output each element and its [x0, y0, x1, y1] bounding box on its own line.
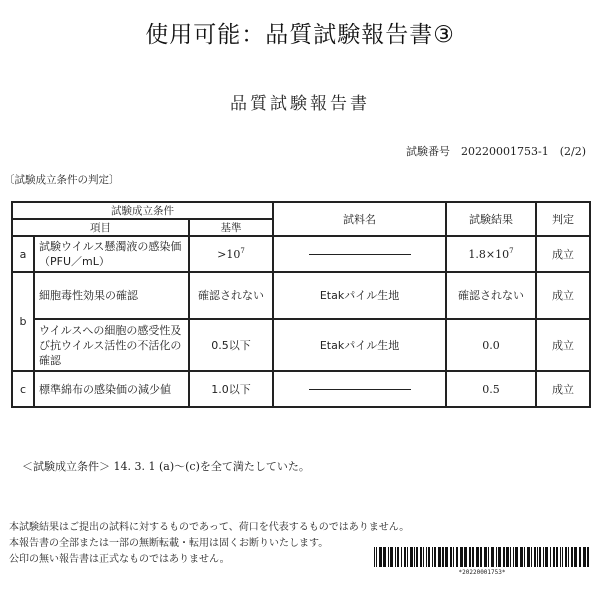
table-row	[12, 371, 590, 407]
barcode-bar	[374, 547, 375, 567]
barcode-bar	[574, 547, 577, 567]
empty-dash	[309, 389, 411, 390]
header-result: 試験結果	[446, 202, 536, 236]
barcode-bar	[410, 547, 413, 567]
empty-dash	[309, 254, 411, 255]
barcode-bar	[515, 547, 518, 567]
row-sample-name	[273, 236, 446, 272]
header-judgment: 判定	[536, 202, 590, 236]
section-label: 〔試験成立条件の判定〕	[4, 174, 120, 186]
barcode	[372, 547, 592, 576]
barcode-bar	[404, 547, 406, 567]
barcode-bar	[491, 547, 494, 567]
barcode-bar	[456, 547, 458, 567]
note-line: 本試験結果はご提出の試料に対するものであって、荷口を代表するものではありません。	[9, 522, 410, 533]
result-exponent: 7	[509, 247, 514, 255]
barcode-bar	[531, 547, 532, 567]
row-sample-name: Etakパイル生地	[273, 272, 446, 319]
barcode-bar	[534, 547, 536, 567]
barcode-bar	[450, 547, 452, 567]
table-header-row	[12, 202, 590, 219]
row-judgment: 成立	[536, 371, 590, 407]
barcode-bar	[560, 547, 561, 567]
conclusion-text: ＜試験成立条件＞ 14. 3. 1 (a)～(c)を全て満たしていた。	[22, 460, 310, 473]
barcode-bar	[423, 547, 424, 567]
barcode-bar	[414, 547, 415, 567]
table-row	[12, 319, 590, 371]
row-criterion	[189, 236, 273, 272]
row-item: 試験ウイルス懸濁液の感染価（PFU／mL）	[34, 236, 189, 272]
barcode-bar	[520, 547, 523, 567]
barcode-bar	[432, 547, 433, 567]
barcode-bars	[372, 547, 592, 567]
barcode-number: *20220001753*	[458, 569, 506, 576]
row-judgment: 成立	[536, 236, 590, 272]
barcode-bar	[376, 547, 377, 567]
barcode-bar	[484, 547, 487, 567]
report-title: 品質試験報告書	[230, 94, 370, 114]
barcode-bar	[388, 547, 389, 567]
barcode-bar	[543, 547, 544, 567]
barcode-bar	[550, 547, 551, 567]
row-sample-name	[273, 371, 446, 407]
barcode-bar	[571, 547, 573, 567]
row-result	[446, 236, 536, 272]
table-row	[12, 272, 590, 319]
barcode-bar	[476, 547, 479, 567]
barcode-bar	[379, 547, 382, 567]
row-judgment: 成立	[536, 319, 590, 371]
row-criterion: 1.0以下	[189, 371, 273, 407]
barcode-bar	[503, 547, 505, 567]
barcode-bar	[565, 547, 567, 567]
barcode-bar	[401, 547, 402, 567]
test-number: 試験番号 20220001753-1 (2/2)	[406, 145, 586, 158]
barcode-bar	[537, 547, 538, 567]
group-label: c	[12, 371, 34, 407]
result-base: 1.8×10	[468, 248, 510, 261]
barcode-bar	[496, 547, 497, 567]
barcode-bar	[583, 547, 586, 567]
barcode-bar	[397, 547, 399, 567]
barcode-bar	[428, 547, 430, 567]
criterion-exponent: 7	[240, 247, 245, 255]
disclaimer-notes	[9, 520, 409, 568]
row-item: 標準綿布の感染価の減少値	[34, 371, 189, 407]
note-line: 公印の無い報告書は正式なものではありません。	[9, 554, 230, 565]
barcode-bar	[420, 547, 422, 567]
header-sample-name: 試料名	[273, 202, 446, 236]
barcode-bar	[469, 547, 471, 567]
barcode-bar	[556, 547, 558, 567]
barcode-bar	[579, 547, 581, 567]
row-item: 細胞毒性効果の確認	[34, 272, 189, 319]
barcode-bar	[562, 547, 563, 567]
conditions-table	[11, 201, 591, 408]
barcode-bar	[472, 547, 474, 567]
barcode-bar	[587, 547, 589, 567]
barcode-bar	[445, 547, 448, 567]
barcode-bar	[527, 547, 530, 567]
barcode-bar	[395, 547, 396, 567]
barcode-bar	[524, 547, 525, 567]
note-line: 本報告書の全部または一部の無断転載・転用は固くお断りいたします。	[9, 538, 329, 549]
barcode-bar	[506, 547, 509, 567]
barcode-bar	[498, 547, 501, 567]
page-heading: 使用可能：品質試験報告書③	[145, 22, 455, 48]
barcode-bar	[442, 547, 444, 567]
barcode-bar	[438, 547, 441, 567]
header-conditions-group: 試験成立条件	[12, 202, 273, 219]
group-label: a	[12, 236, 34, 272]
row-item: ウイルスへの細胞の感受性及び抗ウイルス活性の不活化の確認	[34, 319, 189, 371]
barcode-bar	[453, 547, 454, 567]
barcode-bar	[480, 547, 482, 567]
row-criterion: 確認されない	[189, 272, 273, 319]
barcode-bar	[488, 547, 489, 567]
barcode-bar	[416, 547, 418, 567]
header-item: 項目	[12, 219, 189, 236]
barcode-bar	[383, 547, 386, 567]
barcode-bar	[390, 547, 393, 567]
barcode-bar	[513, 547, 514, 567]
table-row	[12, 236, 590, 272]
row-result: 0.0	[446, 319, 536, 371]
row-result: 確認されない	[446, 272, 536, 319]
barcode-bar	[460, 547, 463, 567]
barcode-bar	[407, 547, 408, 567]
barcode-bar	[510, 547, 511, 567]
barcode-bar	[553, 547, 555, 567]
barcode-bar	[434, 547, 436, 567]
barcode-bar	[545, 547, 548, 567]
row-result: 0.5	[446, 371, 536, 407]
barcode-bar	[568, 547, 569, 567]
barcode-bar	[426, 547, 427, 567]
group-label: b	[12, 272, 34, 371]
row-criterion: 0.5以下	[189, 319, 273, 371]
barcode-bar	[539, 547, 541, 567]
barcode-bar	[464, 547, 467, 567]
row-sample-name: Etakパイル生地	[273, 319, 446, 371]
criterion-base: >10	[217, 248, 241, 261]
row-judgment: 成立	[536, 272, 590, 319]
header-criterion: 基準	[189, 219, 273, 236]
